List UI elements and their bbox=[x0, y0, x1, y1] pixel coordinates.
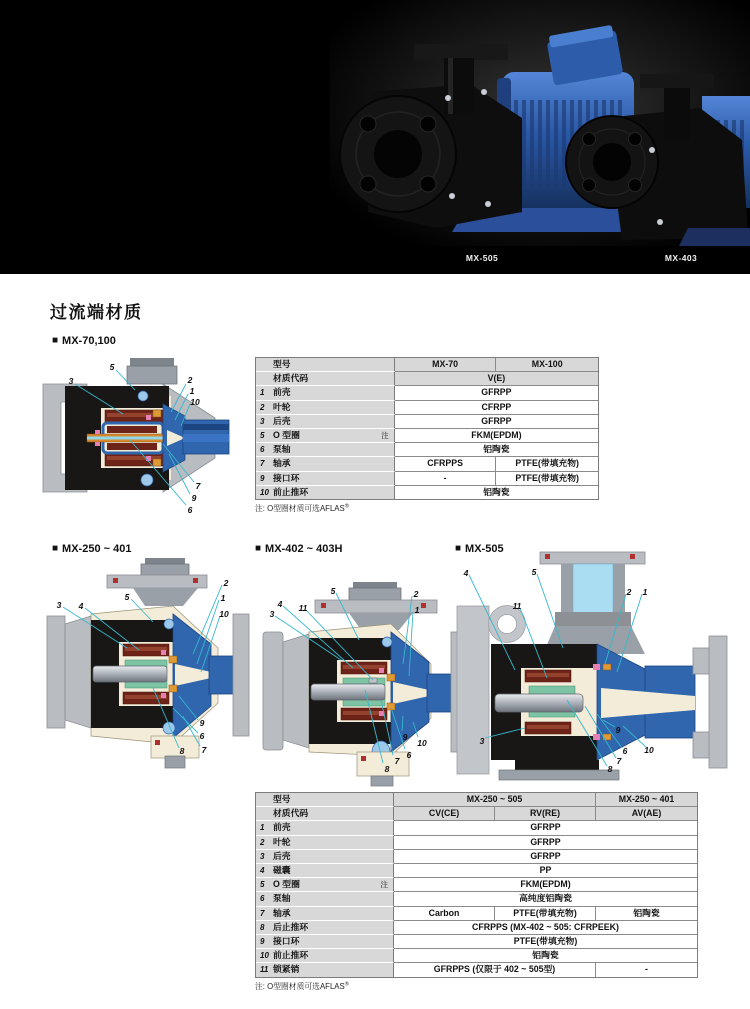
section-marker-icon: ■ bbox=[455, 543, 462, 554]
table-row bbox=[256, 486, 598, 499]
callout-number: 6 bbox=[622, 746, 628, 756]
part-name-cell: 10 前止推环 bbox=[256, 486, 395, 499]
material-value-cell: GFRPP bbox=[395, 415, 598, 429]
material-value-cell: 铝陶瓷 bbox=[394, 949, 697, 963]
table-row bbox=[256, 457, 598, 471]
suction-pipe bbox=[573, 564, 613, 620]
callout-number: 4 bbox=[78, 601, 84, 611]
material-value-cell: FKM(EPDM) bbox=[394, 878, 697, 892]
mounting-plate bbox=[457, 606, 489, 774]
callout-number: 3 bbox=[479, 736, 485, 746]
callout-number: 5 bbox=[531, 567, 537, 577]
part-number: 6 bbox=[260, 894, 265, 904]
part-number: 3 bbox=[260, 851, 265, 861]
callout-number: 8 bbox=[607, 764, 613, 774]
part-name-cell: 2 叶轮 bbox=[256, 836, 394, 850]
callout-number: 7 bbox=[394, 756, 400, 766]
material-code-cell: AV(AE) bbox=[596, 807, 697, 821]
cross-section-diagram-mx250-401 bbox=[33, 558, 253, 770]
section-marker-icon: ■ bbox=[52, 335, 59, 346]
column-header-code: 材质代码 bbox=[256, 807, 394, 821]
callout-number: 2 bbox=[413, 589, 419, 599]
section-label: MX-250 ~ 401 bbox=[62, 543, 132, 555]
page-title: 过流端材质 bbox=[50, 303, 143, 322]
callout-number: 4 bbox=[277, 599, 283, 609]
callout-number: 9 bbox=[199, 718, 205, 728]
table-row bbox=[256, 850, 697, 864]
materials-table-mx250-505 bbox=[255, 792, 698, 978]
part-name-cell: 6 泵轴 bbox=[256, 892, 394, 906]
table-row bbox=[256, 401, 598, 415]
callout-number: 5 bbox=[124, 592, 130, 602]
section-heading-mx70-100 bbox=[52, 335, 116, 347]
callout-number: 3 bbox=[56, 600, 62, 610]
part-number: 5 bbox=[260, 431, 265, 441]
material-value-cell: GFRPP bbox=[394, 821, 697, 835]
part-name-cell: 8 后止推环 bbox=[256, 921, 394, 935]
part-name-cell: 5 O 型圈 注 bbox=[256, 429, 395, 443]
callout-number: 6 bbox=[199, 731, 205, 741]
cross-section-diagram-mx70-100 bbox=[35, 356, 230, 520]
material-value-cell: GFRPP bbox=[394, 836, 697, 850]
callout-number: 7 bbox=[201, 745, 207, 755]
callout-number: 7 bbox=[195, 481, 201, 491]
part-name-cell: 4 磁囊 bbox=[256, 864, 394, 878]
callout-number: 10 bbox=[644, 745, 654, 755]
part-number: 5 bbox=[260, 880, 265, 890]
table-row bbox=[256, 836, 697, 850]
callout-number: 3 bbox=[269, 609, 275, 619]
column-header-model: 型号 bbox=[256, 358, 395, 372]
section-heading-mx250-401 bbox=[52, 543, 131, 555]
material-value-cell: PTFE(带填充物) bbox=[495, 907, 596, 921]
callout-number: 1 bbox=[414, 605, 420, 615]
product-photo-banner bbox=[0, 0, 750, 274]
part-name-cell: 1 前壳 bbox=[256, 386, 395, 400]
table-footnote: 注: O型圈材质可选AFLAS® bbox=[255, 981, 349, 991]
part-name-cell: 11 锁紧销 bbox=[256, 963, 394, 976]
registered-mark: ® bbox=[344, 981, 349, 988]
callout-number: 2 bbox=[187, 375, 193, 385]
callout-number: 5 bbox=[109, 362, 115, 372]
section-label: MX-70,100 bbox=[62, 335, 116, 347]
material-code-cell: V(E) bbox=[395, 372, 598, 386]
callout-number: 2 bbox=[223, 578, 229, 588]
material-value-cell: 高纯度铝陶瓷 bbox=[394, 892, 697, 906]
material-value-cell: CFRPP bbox=[395, 401, 598, 415]
cross-section-diagram-mx505 bbox=[455, 548, 735, 782]
material-value-cell: GFRPP bbox=[394, 850, 697, 864]
table-header-row bbox=[256, 807, 697, 821]
material-value-cell: - bbox=[395, 472, 497, 486]
part-number: 2 bbox=[260, 837, 265, 847]
part-number: 10 bbox=[260, 487, 269, 497]
callout-number: 4 bbox=[463, 568, 469, 578]
part-number: 10 bbox=[260, 951, 269, 961]
table-row bbox=[256, 429, 598, 443]
table-row bbox=[256, 892, 697, 906]
table-header-row bbox=[256, 358, 598, 372]
part-name-cell: 2 叶轮 bbox=[256, 401, 395, 415]
table-row bbox=[256, 907, 697, 921]
callout-number: 6 bbox=[187, 505, 193, 515]
part-number: 7 bbox=[260, 908, 265, 918]
callout-number: 1 bbox=[642, 587, 648, 597]
pump-shaft bbox=[93, 666, 167, 682]
part-name-cell: 10 前止推环 bbox=[256, 949, 394, 963]
material-code-cell: RV(RE) bbox=[495, 807, 596, 821]
discharge-flange bbox=[233, 614, 249, 736]
part-name-cell: 3 后壳 bbox=[256, 850, 394, 864]
material-value-cell: PTFE(带填充物) bbox=[496, 457, 598, 471]
material-value-cell: PP bbox=[394, 864, 697, 878]
table-row bbox=[256, 963, 697, 976]
callout-number: 8 bbox=[179, 746, 185, 756]
part-name-cell: 9 接口环 bbox=[256, 935, 394, 949]
material-code-cell: CV(CE) bbox=[394, 807, 495, 821]
callout-number: 11 bbox=[512, 601, 522, 611]
callout-number: 2 bbox=[626, 587, 632, 597]
callout-number: 9 bbox=[402, 732, 408, 742]
callout-number: 8 bbox=[384, 764, 390, 774]
material-value-cell: PTFE(带填充物) bbox=[394, 935, 697, 949]
material-value-cell: CFRPPS bbox=[395, 457, 497, 471]
table-header-row bbox=[256, 372, 598, 386]
column-header-model: 型号 bbox=[256, 793, 394, 807]
pump-shaft bbox=[495, 694, 583, 712]
part-number: 9 bbox=[260, 937, 265, 947]
material-value-cell: FKM(EPDM) bbox=[395, 429, 598, 443]
part-number: 7 bbox=[260, 459, 265, 469]
callout-number: 10 bbox=[417, 738, 427, 748]
top-flange bbox=[540, 552, 645, 564]
column-header-mx100: MX-100 bbox=[496, 358, 598, 372]
section-marker-icon: ■ bbox=[255, 543, 262, 554]
note-mark: 注 bbox=[380, 880, 388, 890]
part-number: 8 bbox=[260, 922, 265, 932]
part-name-cell: 9 接口环 bbox=[256, 472, 395, 486]
table-row bbox=[256, 415, 598, 429]
material-value-cell: PTFE(带填充物) bbox=[496, 472, 598, 486]
material-value-cell: CFRPPS (MX-402 ~ 505: CFRPEEK) bbox=[394, 921, 697, 935]
part-number: 4 bbox=[260, 866, 265, 876]
pump-shaft bbox=[311, 684, 385, 700]
note-mark: 注 bbox=[381, 431, 389, 441]
part-number: 1 bbox=[260, 388, 265, 398]
material-value-cell: Carbon bbox=[394, 907, 495, 921]
table-footnote: 注: O型圈材质可选AFLAS® bbox=[255, 503, 349, 513]
part-name-cell: 3 后壳 bbox=[256, 415, 395, 429]
callout-number: 3 bbox=[68, 376, 74, 386]
part-name-cell: 7 轴承 bbox=[256, 907, 394, 921]
callout-number: 11 bbox=[298, 603, 308, 613]
part-name-cell: 5 O 型圈 注 bbox=[256, 878, 394, 892]
material-value-cell: 铝陶瓷 bbox=[395, 486, 598, 499]
callout-number: 5 bbox=[330, 586, 336, 596]
part-name-cell: 1 前壳 bbox=[256, 821, 394, 835]
pump-photo-illustration bbox=[0, 0, 750, 274]
part-number: 1 bbox=[260, 823, 265, 833]
callout-number: 1 bbox=[220, 593, 226, 603]
section-heading-mx402-403h bbox=[255, 543, 342, 555]
part-name-cell: 7 轴承 bbox=[256, 457, 395, 471]
part-name-cell: 6 泵轴 bbox=[256, 443, 395, 457]
registered-mark: ® bbox=[344, 503, 349, 510]
table-row bbox=[256, 472, 598, 486]
suction-flange bbox=[47, 616, 65, 728]
part-number: 9 bbox=[260, 473, 265, 483]
table-row bbox=[256, 864, 697, 878]
callout-number: 9 bbox=[191, 493, 197, 503]
callout-number: 10 bbox=[219, 609, 229, 619]
section-label: MX-402 ~ 403H bbox=[265, 543, 343, 555]
table-row bbox=[256, 443, 598, 457]
material-value-cell: - bbox=[596, 963, 697, 976]
column-header-mx250-401: MX-250 ~ 401 bbox=[596, 793, 697, 807]
photo-caption-mx505: MX-505 bbox=[465, 253, 499, 263]
part-number: 3 bbox=[260, 416, 265, 426]
column-header-mx250-505: MX-250 ~ 505 bbox=[394, 793, 596, 807]
material-value-cell: 铝陶瓷 bbox=[395, 443, 598, 457]
part-number: 11 bbox=[260, 965, 269, 975]
table-row bbox=[256, 949, 697, 963]
material-value-cell: 铝陶瓷 bbox=[596, 907, 697, 921]
table-row bbox=[256, 386, 598, 400]
table-row bbox=[256, 878, 697, 892]
materials-table-mx70-100 bbox=[255, 357, 599, 500]
cross-section-diagram-mx402-403h bbox=[253, 556, 465, 788]
table-row bbox=[256, 935, 697, 949]
column-header-code: 材质代码 bbox=[256, 372, 395, 386]
part-number: 2 bbox=[260, 402, 265, 412]
part-number: 6 bbox=[260, 445, 265, 455]
table-row bbox=[256, 921, 697, 935]
suction-flange bbox=[263, 632, 283, 750]
column-header-mx70: MX-70 bbox=[395, 358, 497, 372]
callout-number: 10 bbox=[190, 397, 200, 407]
table-header-row bbox=[256, 793, 697, 807]
callout-number: 6 bbox=[406, 750, 412, 760]
table-row bbox=[256, 821, 697, 835]
material-value-cell: GFRPPS (仅限于 402 ~ 505型) bbox=[394, 963, 596, 976]
callout-number: 7 bbox=[616, 756, 622, 766]
discharge-flange bbox=[709, 636, 727, 768]
callout-number: 1 bbox=[189, 386, 195, 396]
section-label: MX-505 bbox=[465, 543, 504, 555]
lock-pin bbox=[369, 678, 377, 683]
section-marker-icon: ■ bbox=[52, 543, 59, 554]
material-value-cell: GFRPP bbox=[395, 386, 598, 400]
top-flange bbox=[107, 575, 207, 588]
photo-caption-mx403: MX-403 bbox=[664, 253, 698, 263]
callout-number: 9 bbox=[615, 725, 621, 735]
